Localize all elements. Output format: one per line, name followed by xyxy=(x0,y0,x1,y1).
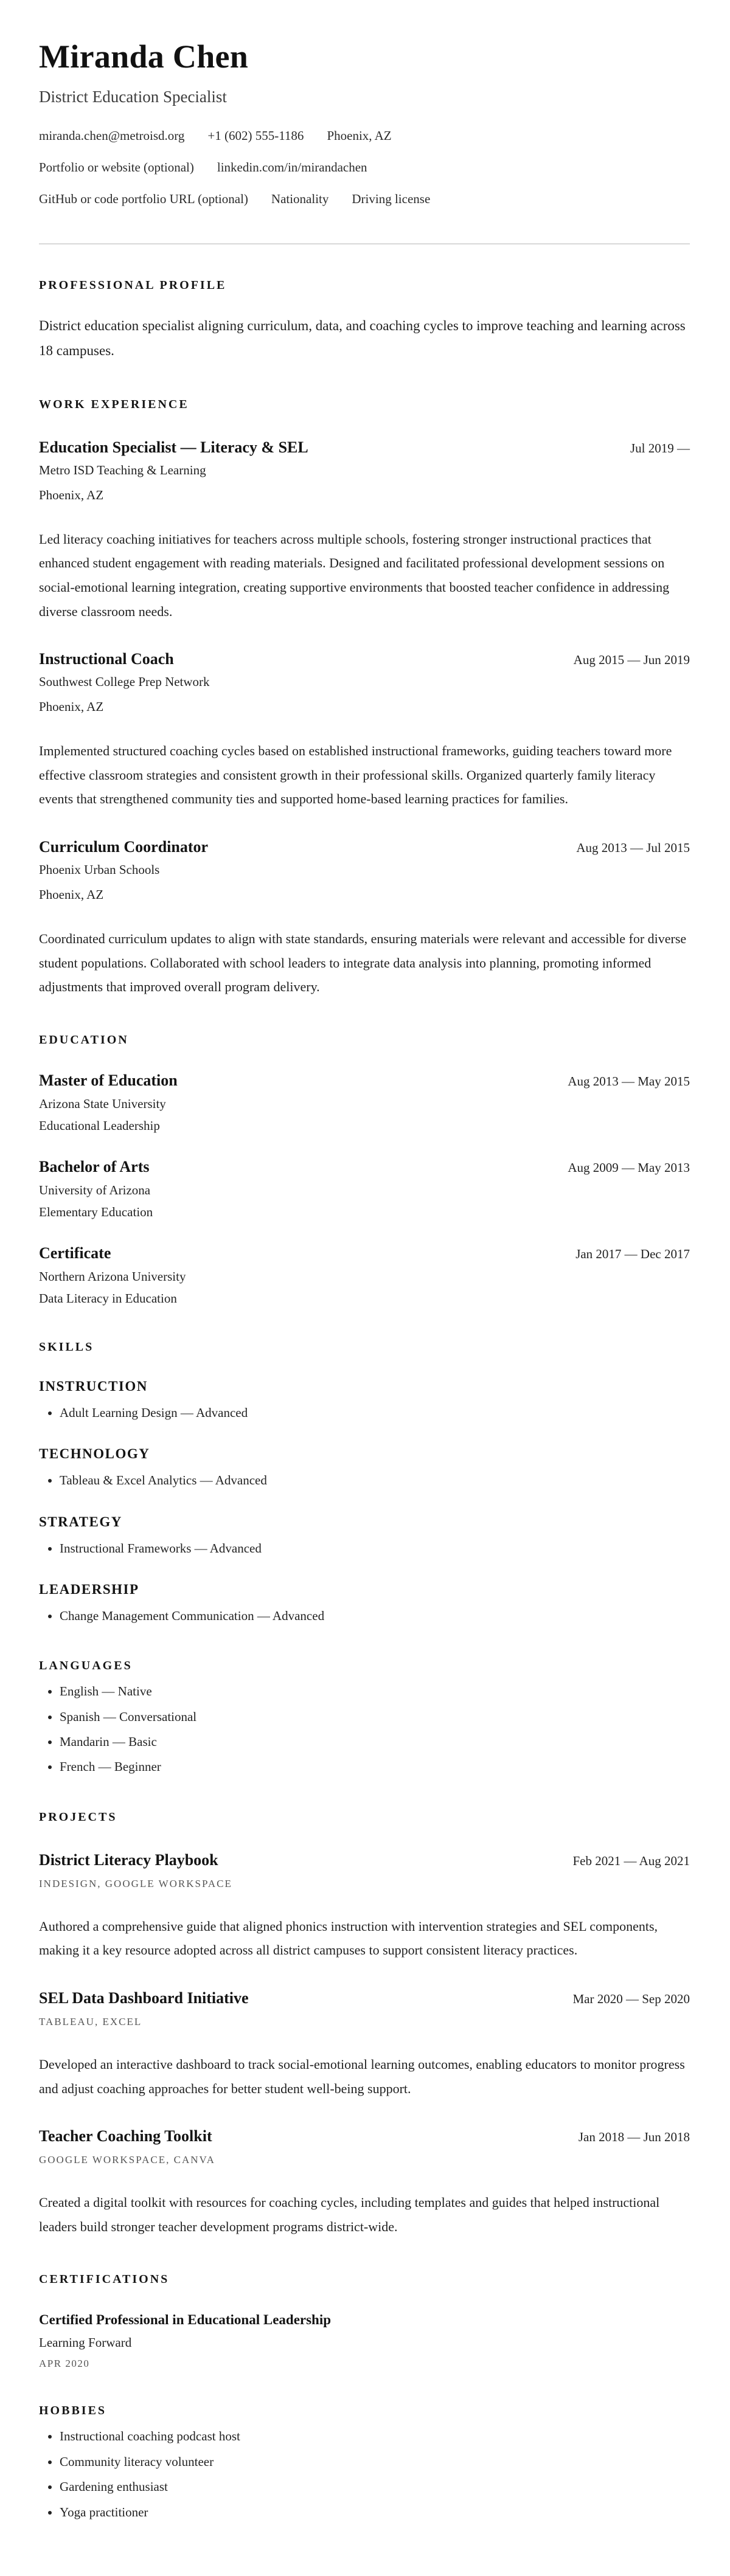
project-entry xyxy=(39,1989,690,2100)
section-heading-skills: SKILLS xyxy=(39,1340,94,1354)
skill-list xyxy=(39,1540,690,1557)
certification-title: Certified Professional in Educational Leadership xyxy=(39,2312,332,2328)
skill-item: • Instructional Frameworks — Advanced xyxy=(60,1540,690,1557)
skill-category: STRATEGY xyxy=(39,1514,122,1529)
contact-phone[interactable]: +1 (602) 555-1186 xyxy=(207,128,304,143)
school-name: Northern Arizona University xyxy=(39,1269,186,1284)
project-tools: TABLEAU, EXCEL xyxy=(39,2016,142,2028)
contact-nationality-placeholder[interactable]: Nationality xyxy=(271,192,329,206)
hobby-list xyxy=(39,2428,690,2521)
entry-location: Phoenix, AZ xyxy=(39,487,104,502)
language-item: • Mandarin — Basic xyxy=(60,1733,690,1751)
hobby-item: • Yoga practitioner xyxy=(60,2504,690,2521)
skill-list xyxy=(39,1404,690,1422)
entry-dates: Aug 2013 — Jul 2015 xyxy=(576,840,690,855)
project-description: Developed an interactive dashboard to track social-emotional learning outcomes, enabling educators to monitor progress and adjust coaching approaches for better student well-being support. xyxy=(39,2057,685,2096)
section-heading-profile: PROFESSIONAL PROFILE xyxy=(39,279,227,292)
profile-text: District education specialist aligning curriculum, data, and coaching cycles to improve teaching and learning across 18 campuses. xyxy=(39,318,686,359)
project-title: District Literacy Playbook xyxy=(39,1851,218,1869)
resume-header xyxy=(39,38,690,207)
education-entry xyxy=(39,1244,690,1306)
skill-group xyxy=(39,1446,690,1489)
language-item: • English — Native xyxy=(60,1683,690,1700)
skill-item: • Change Management Communication — Advanced xyxy=(60,1607,690,1625)
section-projects xyxy=(39,1810,690,2239)
education-dates: Jan 2017 — Dec 2017 xyxy=(575,1246,690,1261)
header-divider xyxy=(39,243,690,244)
section-heading-experience: WORK EXPERIENCE xyxy=(39,397,189,411)
project-tools: GOOGLE WORKSPACE, CANVA xyxy=(39,2154,215,2166)
project-tools: INDESIGN, GOOGLE WORKSPACE xyxy=(39,1877,232,1889)
section-heading-languages: LANGUAGES xyxy=(39,1659,133,1673)
entry-description: Implemented structured coaching cycles based on established instructional frameworks, guiding teachers toward more effective classroom strategies and consistent growth in their professional skills. Organized quarterly family literacy events that strengthened community ties and supported home-based learning practices for families. xyxy=(39,743,672,807)
skill-item: • Adult Learning Design — Advanced xyxy=(60,1404,690,1422)
section-heading-hobbies: HOBBIES xyxy=(39,2404,107,2418)
entry-title: Curriculum Coordinator xyxy=(39,837,209,856)
language-item: • Spanish — Conversational xyxy=(60,1708,690,1726)
skill-group xyxy=(39,1582,690,1625)
degree-title: Bachelor of Arts xyxy=(39,1157,150,1175)
section-skills xyxy=(39,1340,690,1626)
section-professional-profile xyxy=(39,279,690,364)
entry-company: Metro ISD Teaching & Learning xyxy=(39,462,206,477)
entry-company: Southwest College Prep Network xyxy=(39,674,210,690)
section-heading-education: EDUCATION xyxy=(39,1033,129,1047)
entry-head xyxy=(39,650,690,668)
contact-line-1 xyxy=(39,128,690,144)
contact-line-3 xyxy=(39,192,690,207)
entry-company: Phoenix Urban Schools xyxy=(39,862,160,877)
contact-line-2 xyxy=(39,160,690,175)
section-education xyxy=(39,1033,690,1306)
entry-description: Led literacy coaching initiatives for teachers across multiple schools, fostering stronger instructional practices that enhanced student engagement with reading materials. Designed and facilitated professional development sessions on social-emotional learning integration, creating supportive environments that boosted teacher confidence in addressing diverse classroom needs. xyxy=(39,531,670,619)
contact-linkedin[interactable]: linkedin.com/in/mirandachen xyxy=(217,160,367,175)
education-entry xyxy=(39,1158,690,1220)
project-title: Teacher Coaching Toolkit xyxy=(39,2127,212,2145)
section-heading-projects: PROJECTS xyxy=(39,1810,117,1824)
contact-location[interactable]: Phoenix, AZ xyxy=(327,128,392,143)
skill-category: TECHNOLOGY xyxy=(39,1446,150,1462)
field-of-study: Elementary Education xyxy=(39,1204,153,1219)
project-dates: Feb 2021 — Aug 2021 xyxy=(572,1853,690,1868)
education-dates: Aug 2013 — May 2015 xyxy=(568,1073,690,1089)
skill-list xyxy=(39,1472,690,1489)
project-entry xyxy=(39,1851,690,1962)
skill-list xyxy=(39,1607,690,1625)
entry-head xyxy=(39,1244,690,1262)
project-description: Authored a comprehensive guide that aligned phonics instruction with intervention strategies and SEL components, making it a key resource adopted across all district campuses to support consistent literacy practices. xyxy=(39,1918,658,1958)
entry-head xyxy=(39,2127,690,2145)
entry-head xyxy=(39,1989,690,2007)
school-name: Arizona State University xyxy=(39,1096,166,1111)
project-description: Created a digital toolkit with resources for coaching cycles, including templates and guides that helped instructional leaders build stronger teacher development programs district-wide. xyxy=(39,2195,660,2234)
hobby-item: • Gardening enthusiast xyxy=(60,2478,690,2496)
entry-head xyxy=(39,1851,690,1869)
project-dates: Mar 2020 — Sep 2020 xyxy=(572,1992,690,2007)
language-item: • French — Beginner xyxy=(60,1758,690,1776)
section-work-experience xyxy=(39,398,690,999)
field-of-study: Educational Leadership xyxy=(39,1118,160,1133)
degree-title: Certificate xyxy=(39,1244,111,1262)
entry-title: Education Specialist — Literacy & SEL xyxy=(39,438,308,456)
skill-category: INSTRUCTION xyxy=(39,1378,148,1394)
contact-email[interactable]: miranda.chen@metroisd.org xyxy=(39,128,185,143)
certification-issuer: Learning Forward xyxy=(39,2335,132,2350)
contact-github-placeholder[interactable]: GitHub or code portfolio URL (optional) xyxy=(39,192,248,206)
experience-entry xyxy=(39,650,690,811)
hobby-item: • Instructional coaching podcast host xyxy=(60,2428,690,2445)
skill-item: • Tableau & Excel Analytics — Advanced xyxy=(60,1472,690,1489)
experience-entry xyxy=(39,838,690,999)
education-entry xyxy=(39,1072,690,1134)
project-entry xyxy=(39,2127,690,2238)
entry-location: Phoenix, AZ xyxy=(39,699,104,715)
skill-group xyxy=(39,1379,690,1422)
skill-group xyxy=(39,1514,690,1557)
entry-dates: Jul 2019 — xyxy=(630,440,690,455)
entry-description: Coordinated curriculum updates to align with state standards, ensuring materials were relevant and accessible for diverse student populations. Collaborated with school leaders to integrate data analysis into planning, promoting informed adjustments that improved overall program delivery. xyxy=(39,930,687,995)
language-list xyxy=(39,1683,690,1776)
entry-location: Phoenix, AZ xyxy=(39,887,104,902)
project-dates: Jan 2018 — Jun 2018 xyxy=(578,2130,690,2145)
field-of-study: Data Literacy in Education xyxy=(39,1290,177,1306)
name: Miranda Chen xyxy=(39,38,249,75)
contact-portfolio-placeholder[interactable]: Portfolio or website (optional) xyxy=(39,160,194,175)
skill-category: LEADERSHIP xyxy=(39,1581,139,1597)
degree-title: Master of Education xyxy=(39,1071,178,1089)
section-languages xyxy=(39,1659,690,1776)
certification-date: APR 2020 xyxy=(39,2358,90,2370)
section-hobbies xyxy=(39,2404,690,2521)
section-certifications xyxy=(39,2273,690,2370)
job-title: District Education Specialist xyxy=(39,88,227,106)
experience-entry xyxy=(39,438,690,623)
entry-dates: Aug 2015 — Jun 2019 xyxy=(573,653,690,668)
school-name: University of Arizona xyxy=(39,1182,151,1197)
contact-driving-license-placeholder[interactable]: Driving license xyxy=(352,192,431,206)
education-dates: Aug 2009 — May 2013 xyxy=(568,1160,690,1175)
certification-entry xyxy=(39,2312,690,2370)
hobby-item: • Community literacy volunteer xyxy=(60,2453,690,2471)
entry-head xyxy=(39,1158,690,1176)
entry-head xyxy=(39,438,690,457)
section-heading-certifications: CERTIFICATIONS xyxy=(39,2273,170,2287)
project-title: SEL Data Dashboard Initiative xyxy=(39,1989,249,2007)
entry-title: Instructional Coach xyxy=(39,650,174,668)
entry-head xyxy=(39,1072,690,1090)
entry-head xyxy=(39,838,690,856)
